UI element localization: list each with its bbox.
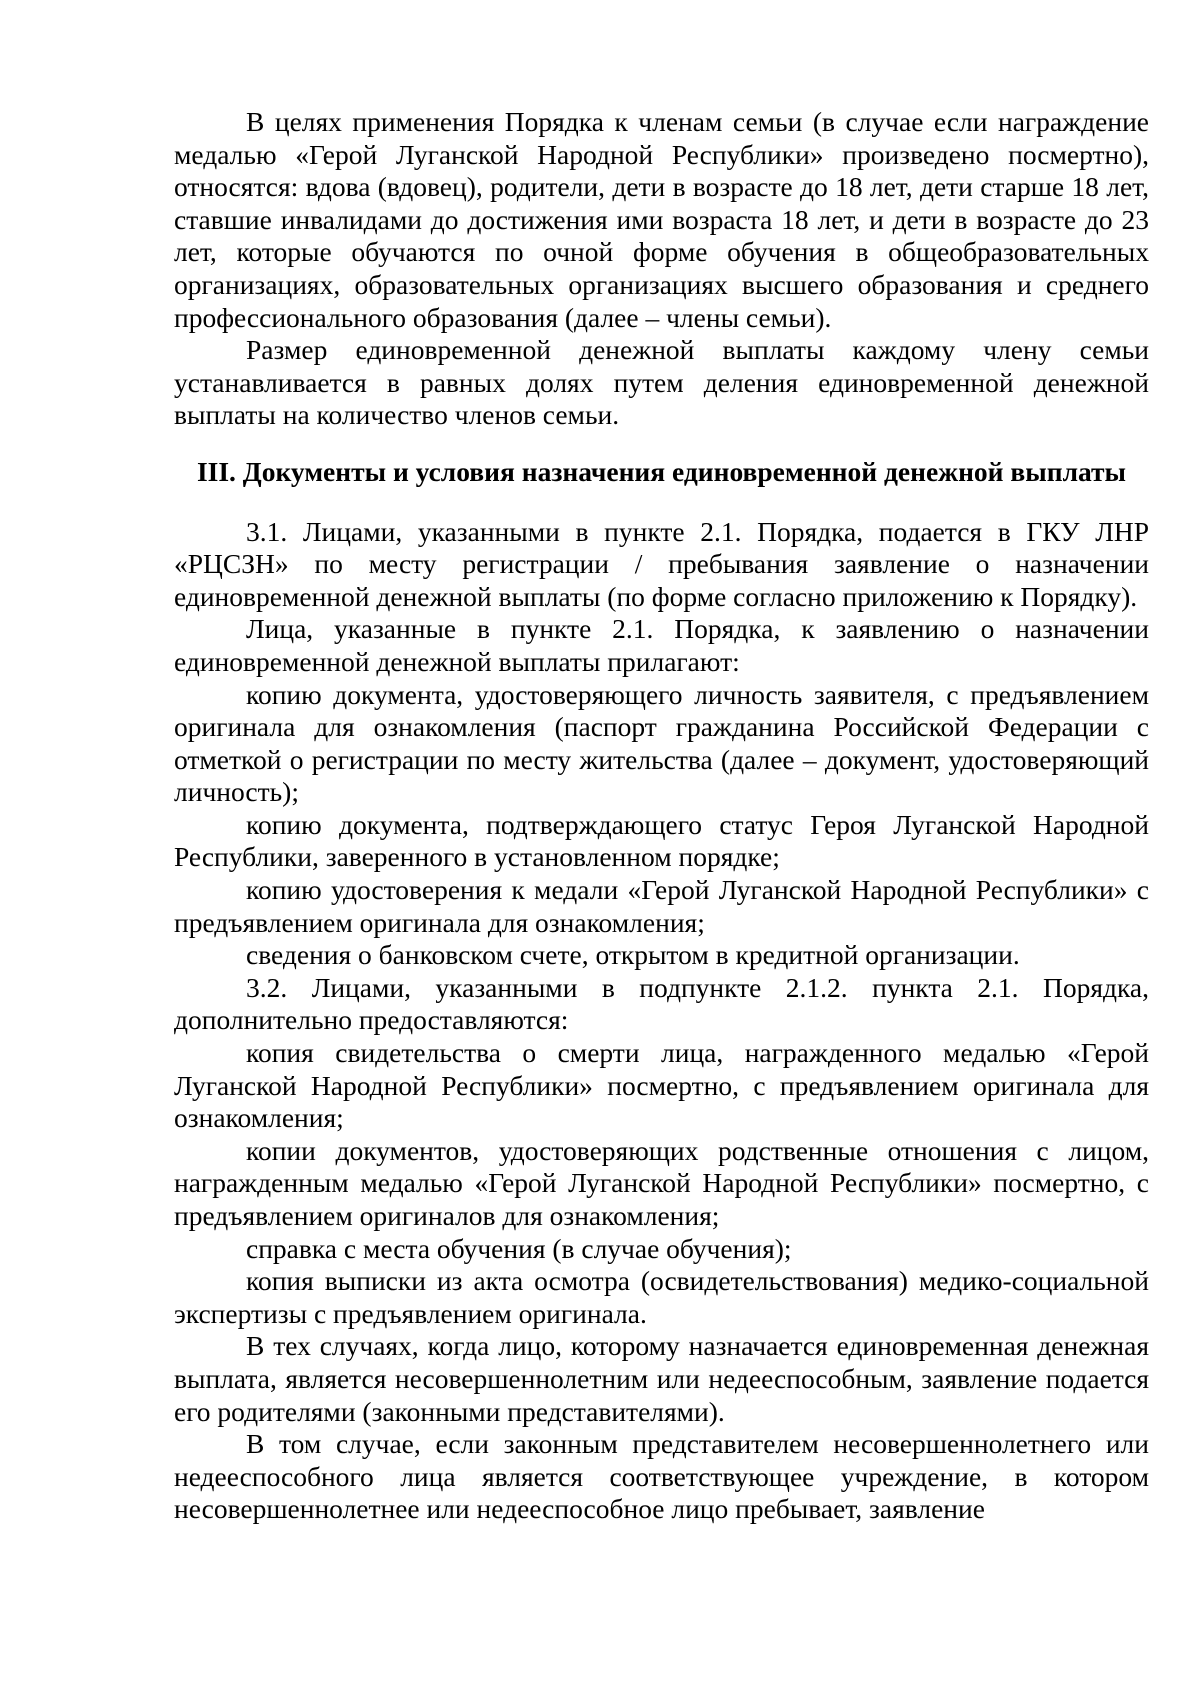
list-item-study-certificate: справка с места обучения (в случае обучения); (246, 1232, 792, 1264)
paragraph-payment-amount: Размер единовременной денежной выплаты каждому члену семьи устанавливается в равных долях путем деления единовременной денежной выплаты на количество членов семьи. (174, 334, 1149, 431)
paragraph-3-1: 3.1. Лицами, указанными в пункте 2.1. Порядка, подается в ГКУ ЛНР «РЦСЗН» по месту регистрации / пребывания заявление о назначении единовременной денежной выплаты (по форме согласно приложению к Порядку). (174, 515, 1149, 612)
spacer (174, 432, 1149, 456)
paragraph-3-2: 3.2. Лицами, указанными в подпункте 2.1.2. пункта 2.1. Порядка, дополнительно предоставляются: (174, 971, 1149, 1036)
section-heading: III. Документы и условия назначения единовременной денежной выплаты (196, 455, 1127, 487)
document-page (174, 106, 1149, 1526)
list-item-hero-status-document: копию документа, подтверждающего статус Героя Луганской Народной Республики, заверенного в установленном порядке; (174, 808, 1149, 873)
paragraph-legal-representative-institution: В том случае, если законным представителем несовершеннолетнего или недееспособного лица является соответствующее учреждение, в котором несовершеннолетнее или недееспособное лицо пребывает, заявление (174, 1428, 1149, 1525)
paragraph-minor-or-incapable: В тех случаях, когда лицо, которому назначается единовременная денежная выплата, является несовершеннолетним или недееспособным, заявление подается его родителями (законными представителями). (174, 1330, 1149, 1427)
list-item-identity-document: копию документа, удостоверяющего личность заявителя, с предъявлением оригинала для ознакомления (паспорт гражданина Российской Федерации с отметкой о регистрации по месту жительства (далее – документ, удостоверяющий личность); (174, 678, 1149, 808)
list-item-medical-examination: копия выписки из акта осмотра (освидетельствования) медико-социальной экспертизы с предъявлением оригинала. (174, 1265, 1149, 1329)
list-item-kinship-documents: копии документов, удостоверяющих родственные отношения с лицом, награжденным медалью «Герой Луганской Народной Республики» посмертно, с предъявлением оригиналов для ознакомления; (174, 1134, 1149, 1231)
spacer (174, 489, 1149, 516)
list-item-medal-certificate: копию удостоверения к медали «Герой Луганской Народной Республики» с предъявлением оригинала для ознакомления; (174, 874, 1149, 938)
paragraph-family-members-definition: В целях применения Порядка к членам семьи (в случае если награждение медалью «Герой Луганской Народной Республики» произведено посмертно), относятся: вдова (вдовец), родители, дети в возрасте до 18 лет, дети старше 18 лет, ставшие инвалидами до достижения ими возраста 18 лет, и дети в возрасте до 23 лет, которые обучаются по очной форме обучения в общеобразовательных организациях, образовательных организациях высшего образования и среднего профессионального образования (далее – члены семьи). (174, 106, 1149, 333)
list-item-bank-account: сведения о банковском счете, открытом в кредитной организации. (246, 939, 1020, 971)
paragraph-attachments-intro: Лица, указанные в пункте 2.1. Порядка, к заявлению о назначении единовременной денежной выплаты прилагают: (174, 613, 1149, 677)
list-item-death-certificate: копия свидетельства о смерти лица, награжденного медалью «Герой Луганской Народной Республики» посмертно, с предъявлением оригинала для ознакомления; (174, 1037, 1149, 1134)
